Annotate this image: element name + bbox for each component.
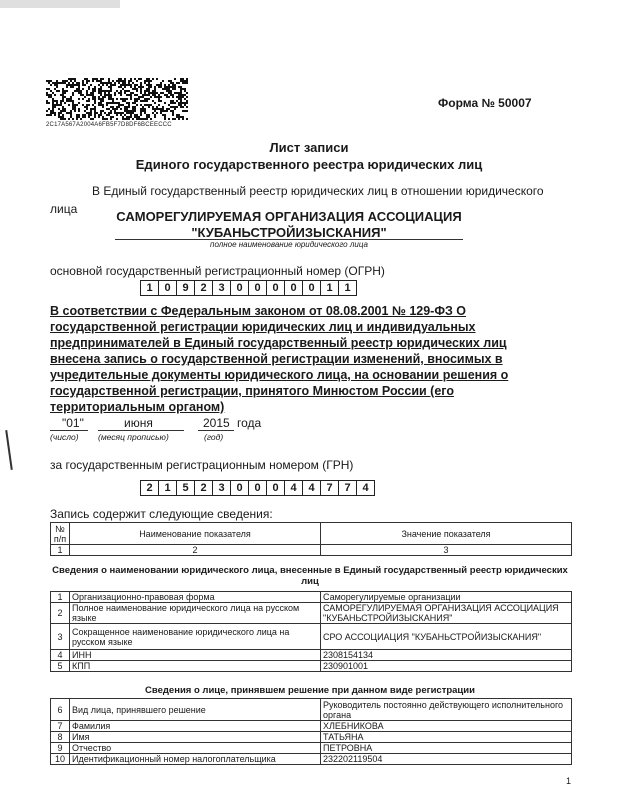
col-number-2: 2 (70, 545, 321, 556)
date-year-line (198, 430, 234, 431)
date-month-caption: (месяц прописью) (98, 432, 169, 442)
header-value: Значение показателя (321, 523, 572, 545)
table-row (51, 624, 572, 650)
row-number: 5 (51, 661, 70, 672)
grn-digit: 0 (267, 480, 285, 496)
date-month-line (98, 430, 184, 431)
organization-name (115, 209, 463, 241)
row-name: Полное наименование юридического лица на русском языке (70, 603, 321, 624)
table-row (51, 650, 572, 661)
ogrn-label: основной государственный регистрационный номер (ОГРН) (50, 264, 385, 278)
section2-table (50, 698, 572, 765)
row-number: 8 (51, 732, 70, 743)
table-row (51, 743, 572, 754)
scan-edge-smudge (0, 0, 120, 8)
row-value: ПЕТРОВНА (321, 743, 572, 754)
header-no: № п/п (51, 523, 70, 545)
table-row (51, 661, 572, 672)
grn-digit: 5 (177, 480, 195, 496)
ogrn-digit: 0 (159, 280, 177, 296)
row-number: 1 (51, 592, 70, 603)
row-number: 9 (51, 743, 70, 754)
ogrn-digit: 9 (177, 280, 195, 296)
grn-digit: 4 (303, 480, 321, 496)
row-value: 230901001 (321, 661, 572, 672)
form-number: Форма № 50007 (438, 96, 532, 110)
row-number: 4 (51, 650, 70, 661)
section1-title: Сведения о наименовании юридического лица, внесенные в Единый государственный реестр юридических лиц (52, 565, 568, 587)
ogrn-digit: 1 (141, 280, 159, 296)
section2-title: Сведения о лице, принявшем решение при данном виде регистрации (145, 685, 475, 696)
table-row (51, 732, 572, 743)
ogrn-digit: 0 (249, 280, 267, 296)
page-number: 1 (566, 776, 572, 786)
row-number: 2 (51, 603, 70, 624)
ogrn-digit: 1 (339, 280, 357, 296)
row-value: 232202119504 (321, 754, 572, 765)
row-value: ХЛЕБНИКОВА (321, 721, 572, 732)
row-number: 7 (51, 721, 70, 732)
organization-name-line1: САМОРЕГУЛИРУЕМАЯ ОРГАНИЗАЦИЯ АССОЦИАЦИЯ (116, 209, 462, 224)
barcode-text: 2C17A567A2004A6FB5F7D8DF6BCEECCC (46, 122, 172, 128)
ogrn-digit: 2 (195, 280, 213, 296)
row-name: ИНН (70, 650, 321, 661)
pen-mark (5, 430, 13, 470)
grn-digit: 7 (339, 480, 357, 496)
ogrn-digit: 0 (285, 280, 303, 296)
row-value: Руководитель постоянно действующего исполнительного органа (321, 699, 572, 721)
table-row (51, 603, 572, 624)
document-title: Лист записи (269, 140, 349, 155)
barcode-image (46, 78, 188, 120)
ogrn-digit: 0 (267, 280, 285, 296)
intro-text: В Единый государственный реестр юридических лиц в отношении юридического (92, 184, 544, 198)
grn-digit: 1 (159, 480, 177, 496)
grn-digit: 4 (357, 480, 375, 496)
grn-digit: 2 (141, 480, 159, 496)
records-numbering-row (51, 545, 572, 556)
row-name: Сокращенное наименование юридического лица на русском языке (70, 624, 321, 650)
row-name: Идентификационный номер налогоплательщика (70, 754, 321, 765)
row-number: 3 (51, 624, 70, 650)
grn-digit: 4 (285, 480, 303, 496)
date-day: "01" (62, 416, 84, 430)
header-name: Наименование показателя (70, 523, 321, 545)
grn-digit: 2 (195, 480, 213, 496)
ogrn-digit: 0 (231, 280, 249, 296)
table-row (51, 754, 572, 765)
grn-cells (140, 480, 375, 496)
grn-digit: 0 (231, 480, 249, 496)
ogrn-digit: 0 (303, 280, 321, 296)
row-value: СРО АССОЦИАЦИЯ "КУБАНЬСТРОЙИЗЫСКАНИЯ" (321, 624, 572, 650)
registration-declaration: В соответствии с Федеральным законом от 08.08.2001 № 129-ФЗ О государственной регистрации юридических лиц и индивидуальных предпринимателей в Единый государственный реестр юридических лиц внесена запись о государственной регистрации изменений, вносимых в учредительные документы юридического лица, на основании решения о государственной регистрации, принятого Минюстом России (его территориальным органом) (50, 304, 509, 414)
row-name: Вид лица, принявшего решение (70, 699, 321, 721)
row-value: ТАТЬЯНА (321, 732, 572, 743)
ogrn-digit: 1 (321, 280, 339, 296)
intro-text-continued: лица (50, 202, 78, 216)
row-value: 2308154134 (321, 650, 572, 661)
row-value: Саморегулируемые организации (321, 592, 572, 603)
table-row (51, 721, 572, 732)
row-number: 10 (51, 754, 70, 765)
date-month: июня (124, 416, 153, 430)
document-subtitle: Единого государственного реестра юридических лиц (135, 157, 483, 172)
date-day-caption: (число) (50, 432, 79, 442)
date-year-caption: (год) (204, 432, 224, 442)
ogrn-digit: 3 (213, 280, 231, 296)
row-name: КПП (70, 661, 321, 672)
col-number-3: 3 (321, 545, 572, 556)
date-day-line (50, 430, 88, 431)
records-header-table (50, 522, 572, 556)
grn-digit: 0 (249, 480, 267, 496)
organization-caption: полное наименование юридического лица (210, 240, 368, 249)
row-name: Отчество (70, 743, 321, 754)
date-year: 2015 (203, 416, 230, 430)
records-label: Запись содержит следующие сведения: (50, 507, 273, 521)
grn-label: за государственным регистрационным номером (ГРН) (50, 458, 354, 472)
records-header-row (51, 523, 572, 545)
section1-table (50, 591, 572, 672)
row-name: Имя (70, 732, 321, 743)
ogrn-cells (140, 280, 357, 296)
organization-name-line2: "КУБАНЬСТРОЙИЗЫСКАНИЯ" (191, 225, 387, 240)
table-row (51, 699, 572, 721)
grn-digit: 7 (321, 480, 339, 496)
col-number-1: 1 (51, 545, 70, 556)
row-value: САМОРЕГУЛИРУЕМАЯ ОРГАНИЗАЦИЯ АССОЦИАЦИЯ "КУБАНЬСТРОЙИЗЫСКАНИЯ" (321, 603, 572, 624)
row-name: Фамилия (70, 721, 321, 732)
row-name: Организационно-правовая форма (70, 592, 321, 603)
row-number: 6 (51, 699, 70, 721)
grn-digit: 3 (213, 480, 231, 496)
table-row (51, 592, 572, 603)
date-year-suffix: года (237, 416, 262, 430)
